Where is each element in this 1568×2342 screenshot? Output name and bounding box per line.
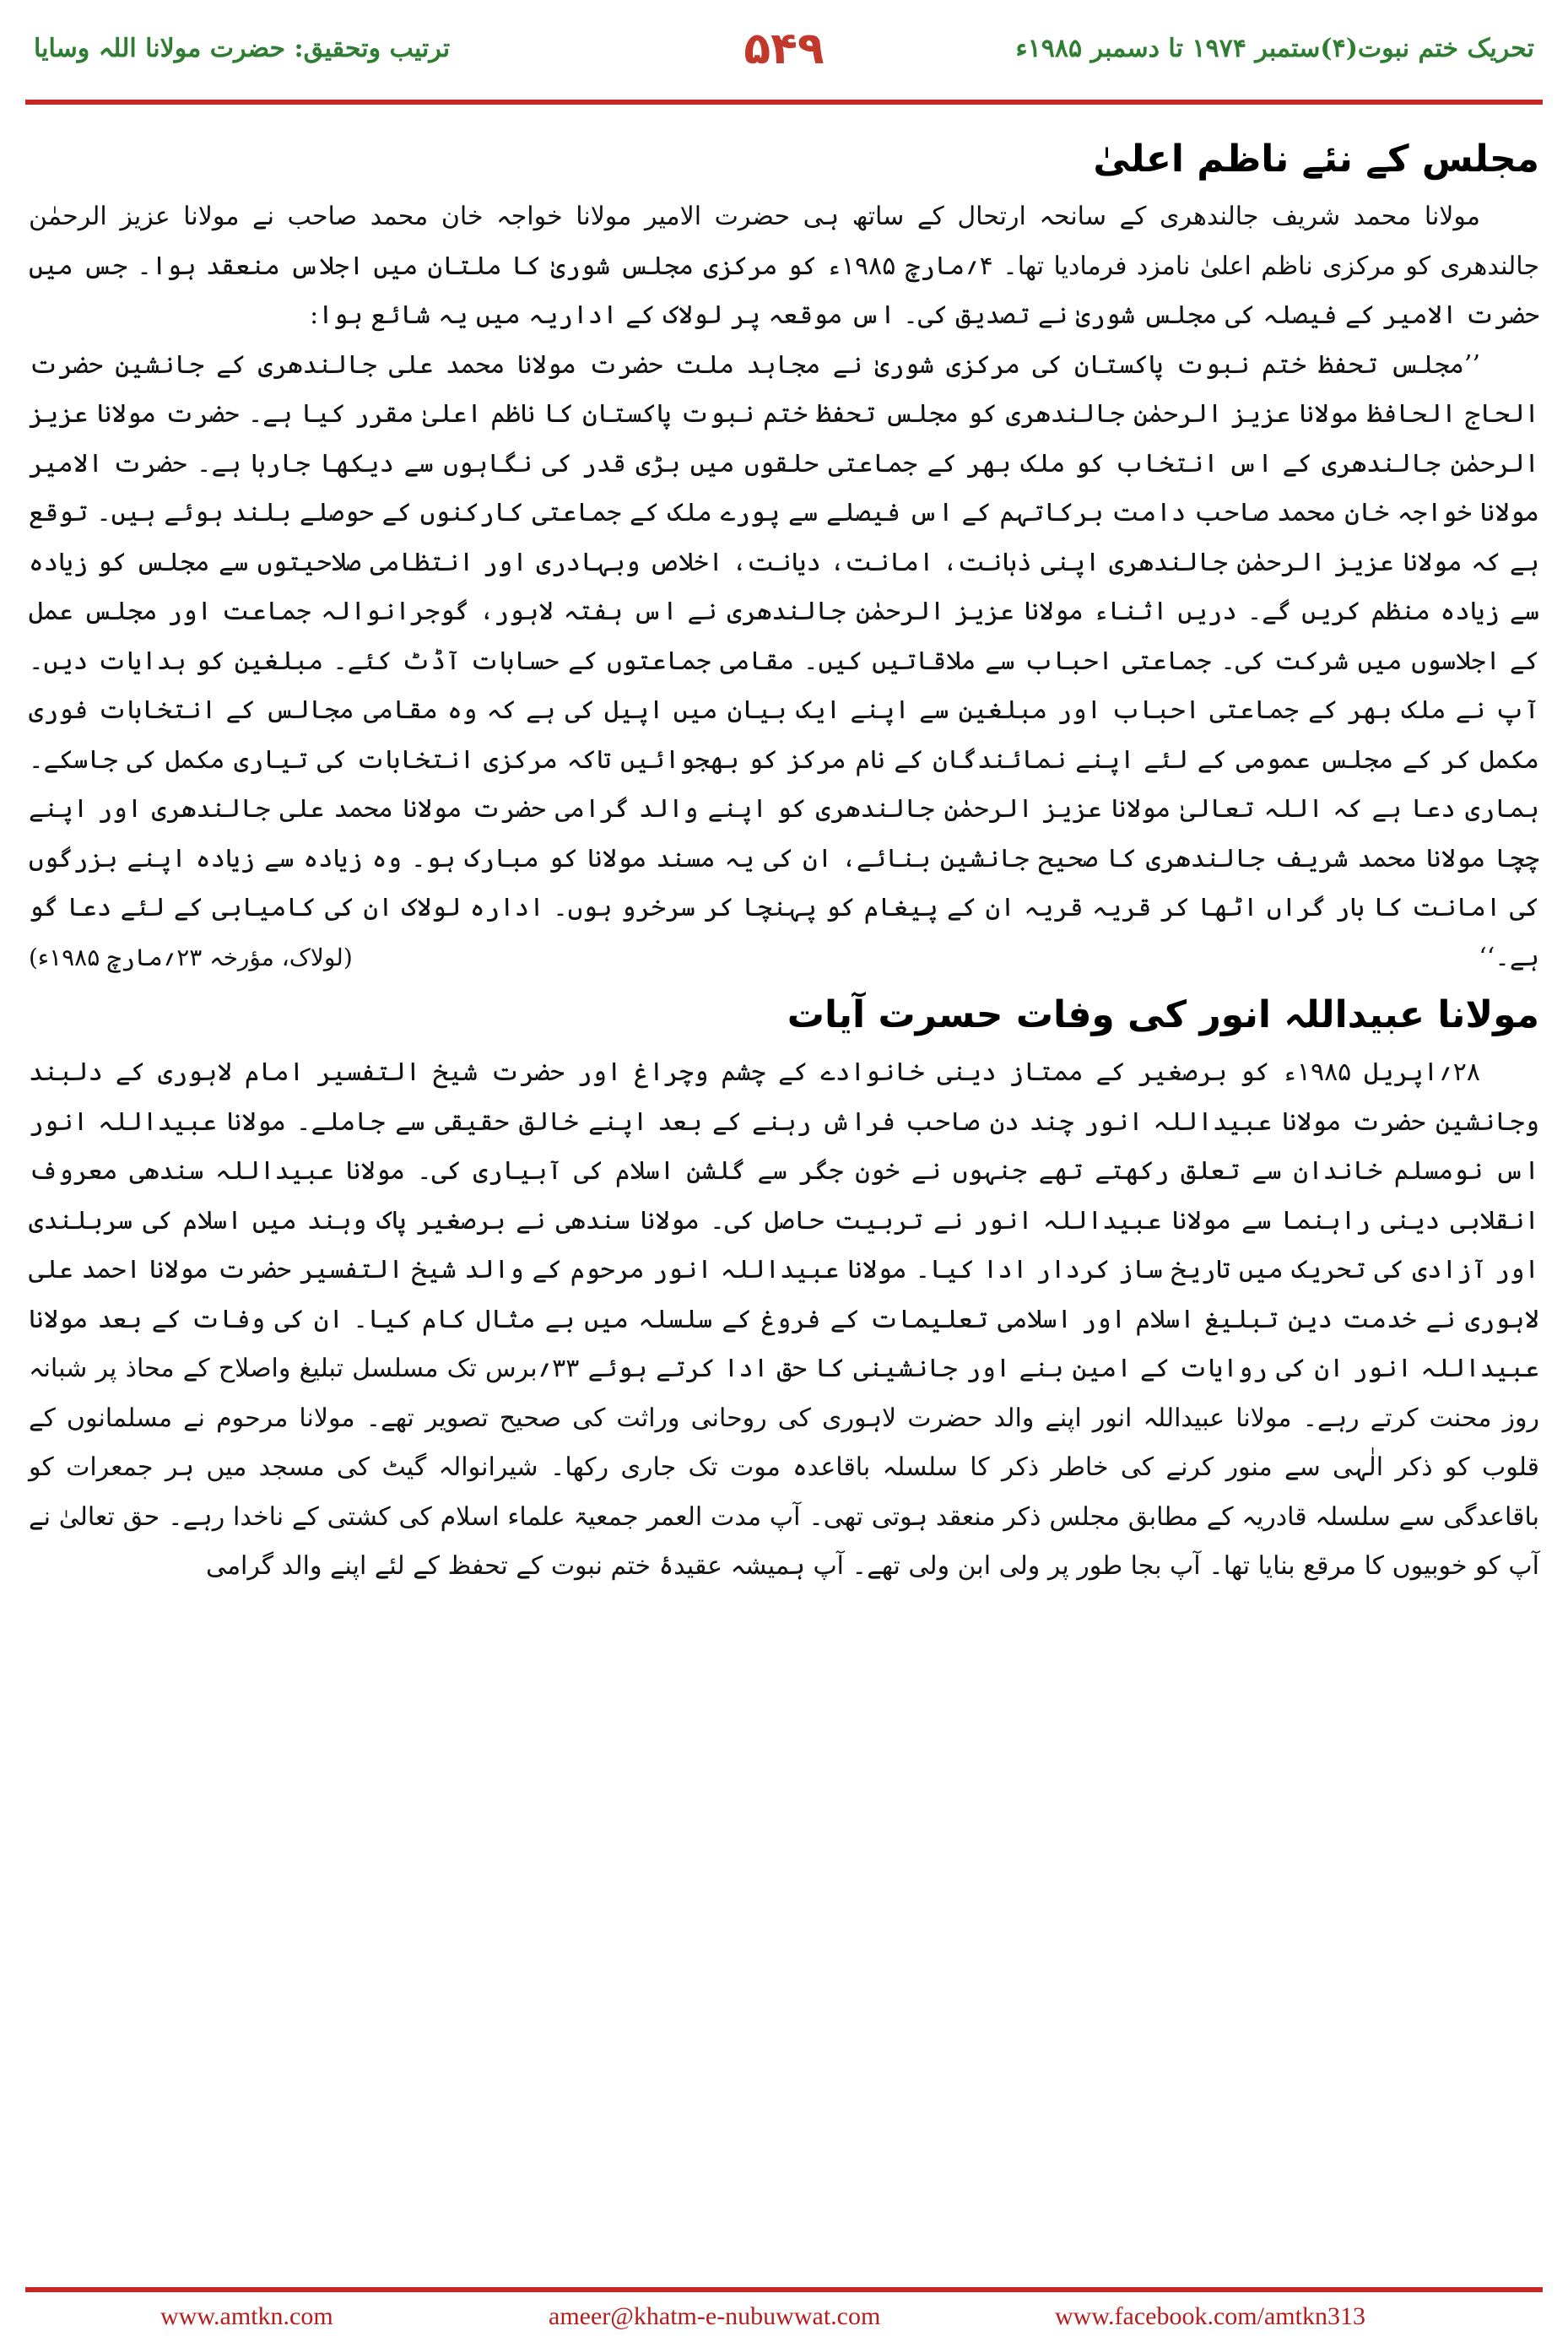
paragraph-quote xyxy=(29,341,1539,983)
email-link[interactable]: ameer@khatm-e-nubuwwat.com xyxy=(549,2302,881,2330)
footer-divider xyxy=(25,2287,1543,2292)
section-heading-new-secretary: مجلس کے نئے ناظم اعلیٰ xyxy=(1093,138,1539,181)
page-body xyxy=(29,127,1539,2228)
paragraph-obituary: ۲۸؍اپریل ۱۹۸۵ء کو برصغیر کے ممتاز دینی خانوادے کے چشم وچراغ اور حضرت شیخ التفسیر امام لاہوری کے دلبند وجانشین حضرت مولانا عبیداللہ انور چند دن صاحب فراش رہنے کے بعد اپنے خالق حقیقی سے جاملے۔ مولانا عبیداللہ انور اس نومسلم خاندان سے تعلق رکھتے تھے جنہوں نے خون جگر سے گلشن اسلام کی آبیاری کی۔ مولانا عبیداللہ سندھی معروف انقلابی دینی راہنما سے مولانا عبیداللہ انور نے تربیت حاصل کی۔ مولانا سندھی نے برصغیر پاک وہند میں اسلام کی سربلندی اور آزادی کی تحریک میں تاریخ ساز کردار ادا کیا۔ مولانا عبیداللہ انور مرحوم کے والد شیخ التفسیر حضرت مولانا احمد علی لاہوری نے خدمت دین تبلیغ اسلام اور اسلامی تعلیمات کے فروغ کے سلسلہ میں بے مثال کام کیا۔ ان کی وفات کے بعد مولانا عبیداللہ انور ان کی روایات کے امین بنے اور جانشینی کا حق ادا کرتے ہوئے ۳۳؍برس تک مسلسل تبلیغ واصلاح کے محاذ پر شبانہ روز محنت کرتے رہے۔ مولانا عبیداللہ انور اپنے والد حضرت لاہوری کی روحانی وراثت کی صحیح تصویر تھے۔ مولانا مرحوم نے مسلمانوں کے قلوب کو ذکر الٰہی سے منور کرنے کی خاطر ذکر کا سلسلہ باقاعدہ موت تک جاری رکھا۔ شیرانوالہ گیٹ کی مسجد میں ہر جمعرات کو باقاعدگی سے سلسلہ قادریہ کے مطابق مجلس ذکر منعقد ہوتی تھی۔ آپ مدت العمر جمعیۃ علماء اسلام کی کشتی کے ناخدا رہے۔ حق تعالیٰ نے آپ کو خوبیوں کا مرقع بنایا تھا۔ آپ بجا طور پر ولی ابن ولی تھے۔ آپ ہمیشہ عقیدۂ ختم نبوت کے تحفظ کے لئے اپنے والد گرامی xyxy=(29,1057,1539,1581)
quote-text: ’’مجلس تحفظ ختم نبوت پاکستان کی مرکزی شوریٰ نے مجاہد ملت حضرت مولانا محمد علی جالندھری کے جانشین حضرت الحاج الحافظ مولانا عزیز الرحمٰن جالندھری کو مجلس تحفظ ختم نبوت پاکستان کا ناظم اعلیٰ مقرر کیا ہے۔ حضرت مولانا عزیز الرحمٰن جالندھری کے اس انتخاب کو ملک بھر کے جماعتی حلقوں میں بڑی قدر کی نگاہوں سے دیکھا جارہا ہے۔ حضرت الامیر مولانا خواجہ خان محمد صاحب دامت برکاتہم کے اس فیصلے سے پورے ملک کے جماعتی کارکنوں کے حوصلے بلند ہوئے ہیں۔ توقع ہے کہ مولانا عزیز الرحمٰن جالندھری اپنی ذہانت، امانت، دیانت، اخلاص وبہادری اور انتظامی صلاحیتوں سے مجلس کو زیادہ سے زیادہ منظم کریں گے۔ دریں اثناء مولانا عزیز الرحمٰن جالندھری نے اس ہفتہ لاہور، گوجرانوالہ جماعت اور مجلس عمل کے اجلاسوں میں شرکت کی۔ جماعتی احباب سے ملاقاتیں کیں۔ مقامی جماعتوں کے حسابات آڈٹ کئے۔ مبلغین کو ہدایات دیں۔ آپ نے ملک بھر کے جماعتی احباب اور مبلغین سے اپنے ایک بیان میں اپیل کی ہے کہ وہ مقامی مجالس کے انتخابات فوری مکمل کر کے مجلس عمومی کے لئے اپنے نمائندگان کے نام مرکز کو بھجوائیں تاکہ مرکزی انتخابات کی تیاری مکمل کی جاسکے۔ ہماری دعا ہے کہ اللہ تعالیٰ مولانا عزیز الرحمٰن جالندھری کو اپنے والد گرامی حضرت مولانا محمد علی جالندھری اور اپنے چچا مولانا محمد شریف جالندھری کا صحیح جانشین بنائے، ان کی یہ مسند مولانا کو مبارک ہو۔ وہ زیادہ سے زیادہ اپنے بزرگوں کی امانت کا بار گراں اٹھا کر قریہ قریہ ان کے پیغام کو پہنچا کر سرخرو ہوں۔ ادارہ لولاک ان کی کامیابی کے لئے دعا گو ہے۔‘‘ xyxy=(29,349,1539,972)
page-number: ۵۴۹ xyxy=(743,24,825,74)
page-header xyxy=(0,0,1568,127)
header-divider xyxy=(25,100,1543,105)
book-title: تحریک ختم نبوت(۴)ستمبر ۱۹۷۴ تا دسمبر ۱۹۸۵ء xyxy=(1015,34,1534,63)
section-heading-obituary: مولانا عبیداللہ انور کی وفات حسرت آیات xyxy=(787,993,1539,1036)
quote-citation: (لولاک، مؤرخہ ۲۳؍مارچ ۱۹۸۵ء) xyxy=(29,943,353,971)
page-footer xyxy=(0,2279,1568,2342)
compiler-credit: ترتیب وتحقیق: حضرت مولانا اللہ وسایا xyxy=(34,34,451,63)
website-link[interactable]: www.amtkn.com xyxy=(160,2302,333,2330)
facebook-link[interactable]: www.facebook.com/amtkn313 xyxy=(1055,2302,1365,2330)
paragraph-intro: مولانا محمد شریف جالندھری کے سانحہ ارتحال کے ساتھ ہی حضرت الامیر مولانا خواجہ خان محمد صاحب نے مولانا عزیز الرحمٰن جالندھری کو مرکزی ناظم اعلیٰ نامزد فرمادیا تھا۔ ۴؍مارچ ۱۹۸۵ء کو مرکزی مجلس شوریٰ کا ملتان میں اجلاس منعقد ہوا۔ جس میں حضرت الامیر کے فیصلہ کی مجلس شوریٰ نے تصدیق کی۔ اس موقعہ پر لولاک کے اداریہ میں یہ شائع ہوا: xyxy=(29,202,1539,330)
